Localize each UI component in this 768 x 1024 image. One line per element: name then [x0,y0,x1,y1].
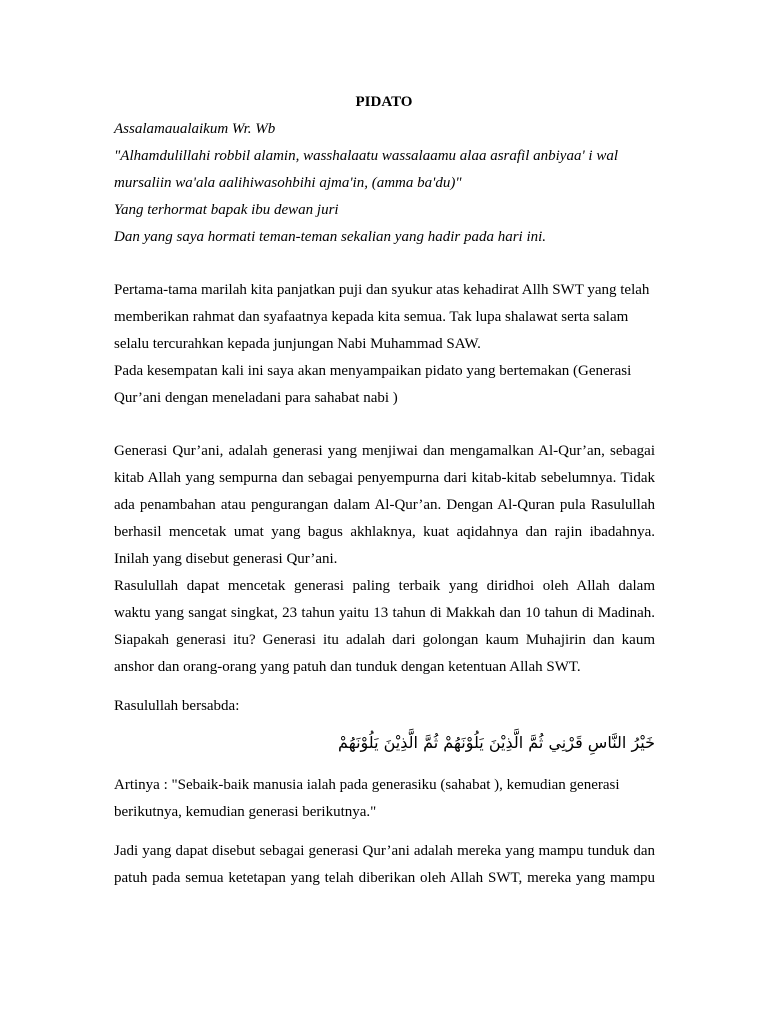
translation-line: berikutnya, kemudian generasi berikutnya." [114,804,377,820]
greeting-line: Yang terhormat bapak ibu dewan juri [114,202,339,218]
paragraph-line: berhasil mencetak umat yang bagus akhlaknya, kuat aqidahnya dan rajin ibadahnya. [114,524,655,540]
greeting-line: Assalamaualaikum Wr. Wb [114,121,276,137]
paragraph-line: Generasi Qur’ani, adalah generasi yang menjiwai dan mengamalkan Al-Qur’an, sebagai [114,443,655,459]
paragraph-line: Pada kesempatan kali ini saya akan menyampaikan pidato yang bertemakan (Generasi [114,363,632,379]
paragraph-line: Pertama-tama marilah kita panjatkan puji dan syukur atas kehadirat Allh SWT yang telah [114,282,650,298]
hadith-arabic-text: خَيْرُ النَّاسِ قَرْنِي ثُمَّ الَّذِيْنَ يَلُوْنَهُمْ ثُمَّ الَّذِيْنَ يَلُوْنَهُمْ [338,733,655,752]
paragraph-line: Jadi yang dapat disebut sebagai generasi Qur’ani adalah mereka yang mampu tunduk dan [114,843,655,859]
hadith-intro: Rasulullah bersabda: [114,698,240,714]
paragraph-line: kitab Allah yang sempurna dan sebagai penyempurna dari kitab-kitab sebelumnya. Tidak [114,470,655,486]
paragraph-line: waktu yang sangat singkat, 23 tahun yaitu 13 tahun di Makkah dan 10 tahun di Madinah. [114,605,655,621]
paragraph-line: selalu tercurahkan kepada junjungan Nabi Muhammad SAW. [114,336,481,352]
paragraph-line: anshor dan orang-orang yang patuh dan tunduk dengan ketentuan Allah SWT. [114,659,581,675]
greeting-line: mursaliin wa'ala aalihiwasohbihi ajma'in, (amma ba'du)" [114,175,462,191]
paragraph-line: Inilah yang disebut generasi Qur’ani. [114,551,338,567]
translation-line: Artinya : "Sebaik-baik manusia ialah pada generasiku (sahabat ), kemudian generasi [114,777,620,793]
greeting-line: Dan yang saya hormati teman-teman sekalian yang hadir pada hari ini. [114,229,547,245]
paragraph-line: Qur’ani dengan meneladani para sahabat nabi ) [114,390,398,406]
paragraph-line: memberikan rahmat dan syafaatnya kepada kita semua. Tak lupa shalawat serta salam [114,309,629,325]
paragraph-line: ada penambahan atau pengurangan dalam Al-Qur’an. Dengan Al-Quran pula Rasulullah [114,497,655,513]
document-title: PIDATO [355,94,413,110]
paragraph-line: Siapakah generasi itu? Generasi itu adalah dari golongan kaum Muhajirin dan kaum [114,632,655,648]
paragraph-line: patuh pada semua ketetapan yang telah diberikan oleh Allah SWT, mereka yang mampu [114,870,655,886]
greeting-line: "Alhamdulillahi robbil alamin, wasshalaatu wassalaamu alaa asrafil anbiyaa' i wal [114,148,618,164]
paragraph-line: Rasulullah dapat mencetak generasi paling terbaik yang diridhoi oleh Allah dalam [114,578,655,594]
